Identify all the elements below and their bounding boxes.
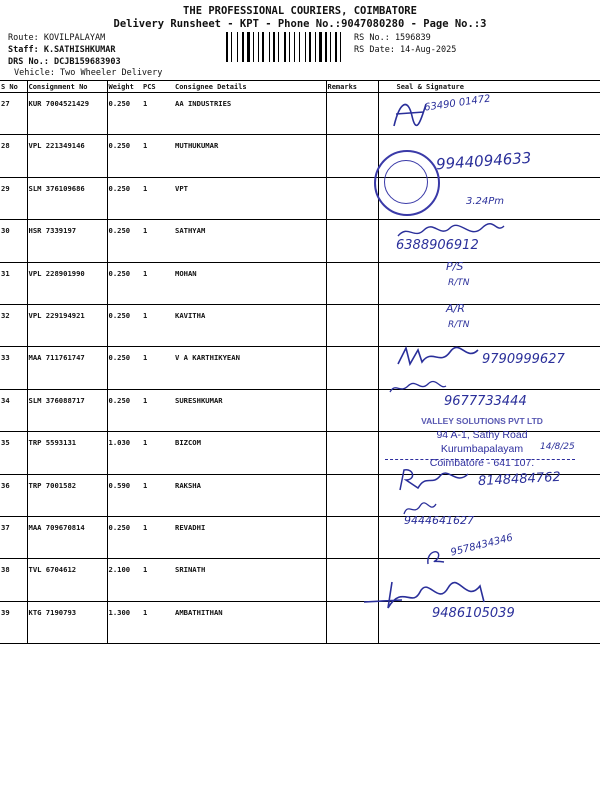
- cell-consignment: MAA 711761747: [27, 347, 107, 389]
- col-pcs: PCS: [142, 81, 174, 93]
- cell-weight: 0.250: [107, 347, 142, 389]
- handwriting-35-date: 14/8/25: [540, 442, 575, 452]
- col-consignee: Consignee Details: [174, 81, 326, 93]
- signature-34: [388, 380, 448, 396]
- stamp-line-2: 94 A-1, Sathy Road: [436, 429, 528, 441]
- cell-consignment: VPL 228901990: [27, 262, 107, 304]
- col-sno: S No: [0, 81, 27, 93]
- cell-weight: 0.250: [107, 262, 142, 304]
- stamp-divider: [385, 459, 575, 460]
- cell-consignee: SRINATH: [174, 559, 326, 601]
- round-seal-stamp: [374, 150, 440, 216]
- cell-sno: 29: [0, 177, 27, 219]
- handwriting-34: 9677733444: [444, 394, 527, 409]
- cell-remarks: [326, 262, 378, 304]
- handwriting-31a: P/S: [446, 260, 464, 273]
- cell-consignment: VPL 229194921: [27, 304, 107, 346]
- cell-weight: 0.590: [107, 474, 142, 516]
- stamp-line-1: VALLEY SOLUTIONS PVT LTD: [421, 416, 543, 426]
- cell-consignment: SLM 376109686: [27, 177, 107, 219]
- cell-consignee: AA INDUSTRIES: [174, 93, 326, 135]
- stamp-line-3: Kurumbapalayam: [440, 443, 524, 455]
- cell-pcs: 1: [142, 389, 174, 431]
- cell-sno: 32: [0, 304, 27, 346]
- company-title: THE PROFESSIONAL COURIERS, COIMBATORE: [183, 5, 417, 17]
- col-weight: Weight: [107, 81, 142, 93]
- cell-pcs: 1: [142, 347, 174, 389]
- handwriting-38: 9578434346: [449, 532, 515, 559]
- cell-consignee: REVADHI: [174, 516, 326, 558]
- cell-sno: 37: [0, 516, 27, 558]
- cell-remarks: [326, 347, 378, 389]
- handwriting-27: 63490 01472: [423, 93, 492, 114]
- cell-remarks: [326, 93, 378, 135]
- cell-pcs: 1: [142, 177, 174, 219]
- cell-seal: [378, 304, 600, 346]
- table-row: [0, 93, 600, 135]
- handwriting-31b: R/TN: [448, 278, 470, 288]
- cell-weight: 0.250: [107, 516, 142, 558]
- signature-36: [396, 466, 472, 494]
- cell-remarks: [326, 516, 378, 558]
- signature-38: [424, 546, 448, 568]
- vehicle-label: Vehicle: Two Wheeler Delivery: [14, 68, 163, 78]
- cell-consignment: TRP 7001582: [27, 474, 107, 516]
- cell-weight: 2.100: [107, 559, 142, 601]
- cell-sno: 30: [0, 220, 27, 262]
- cell-pcs: 1: [142, 516, 174, 558]
- cell-sno: 35: [0, 432, 27, 474]
- col-consignment: Consignment No: [27, 81, 107, 93]
- route-label: Route: KOVILPALAYAM: [8, 33, 106, 43]
- cell-pcs: 1: [142, 474, 174, 516]
- cell-consignee: VPT: [174, 177, 326, 219]
- cell-consignment: VPL 221349146: [27, 135, 107, 177]
- table-row: [0, 304, 600, 346]
- cell-sno: 31: [0, 262, 27, 304]
- cell-weight: 0.250: [107, 93, 142, 135]
- handwriting-29-time: 3.24Pm: [466, 196, 505, 207]
- handwriting-39: 9486105039: [432, 606, 515, 621]
- cell-remarks: [326, 177, 378, 219]
- runsheet-title: Delivery Runsheet - KPT - Phone No.:9047080280 - Page No.:3: [113, 18, 487, 30]
- cell-sno: 27: [0, 93, 27, 135]
- cell-weight: 0.250: [107, 304, 142, 346]
- cell-remarks: [326, 220, 378, 262]
- cell-consignee: SURESHKUMAR: [174, 389, 326, 431]
- handwriting-32b: R/TN: [448, 320, 470, 330]
- drs-label: DRS No.: DCJB159683903: [8, 57, 121, 67]
- cell-remarks: [326, 304, 378, 346]
- cell-consignment: TVL 6704612: [27, 559, 107, 601]
- cell-consignee: V A KARTHIKYEAN: [174, 347, 326, 389]
- cell-consignee: MOHAN: [174, 262, 326, 304]
- cell-consignment: TRP 5593131: [27, 432, 107, 474]
- cell-weight: 1.030: [107, 432, 142, 474]
- cell-consignee: BIZCOM: [174, 432, 326, 474]
- handwriting-28: 9944094633: [435, 148, 532, 174]
- cell-remarks: [326, 135, 378, 177]
- cell-consignee: KAVITHA: [174, 304, 326, 346]
- cell-sno: 28: [0, 135, 27, 177]
- stamp-line-4: Coimbatore - 641 107.: [429, 457, 535, 469]
- cell-consignment: KUR 7004521429: [27, 93, 107, 135]
- cell-pcs: 1: [142, 93, 174, 135]
- cell-consignee: AMBATHITHAN: [174, 601, 326, 643]
- cell-sno: 33: [0, 347, 27, 389]
- col-seal-signature: Seal & Signature: [378, 81, 600, 93]
- cell-pcs: 1: [142, 135, 174, 177]
- col-remarks: Remarks: [326, 81, 378, 93]
- cell-weight: 0.250: [107, 135, 142, 177]
- cell-weight: 0.250: [107, 389, 142, 431]
- cell-consignee: RAKSHA: [174, 474, 326, 516]
- cell-pcs: 1: [142, 601, 174, 643]
- cell-pcs: 1: [142, 220, 174, 262]
- staff-label: Staff: K.SATHISHKUMAR: [8, 45, 116, 55]
- cell-remarks: [326, 389, 378, 431]
- cell-pcs: 1: [142, 432, 174, 474]
- cell-sno: 34: [0, 389, 27, 431]
- cell-remarks: [326, 432, 378, 474]
- cell-consignee: MUTHUKUMAR: [174, 135, 326, 177]
- cell-seal: [378, 262, 600, 304]
- table-header-row: [0, 81, 600, 93]
- handwriting-33: 9790999627: [482, 352, 565, 367]
- handwriting-32a: A/R: [446, 302, 465, 315]
- cell-consignment: KTG 7190793: [27, 601, 107, 643]
- table-row: [0, 262, 600, 304]
- barcode: [226, 32, 350, 62]
- table-row: [0, 220, 600, 262]
- cell-weight: 1.300: [107, 601, 142, 643]
- table-row: [0, 177, 600, 219]
- handwriting-30: 6388906912: [396, 238, 479, 253]
- cell-weight: 0.250: [107, 220, 142, 262]
- cell-pcs: 1: [142, 304, 174, 346]
- handwriting-36: 8148484762: [477, 469, 562, 490]
- cell-remarks: [326, 474, 378, 516]
- rs-date: RS Date: 14-Aug-2025: [354, 45, 457, 55]
- handwriting-37: 9444641627: [404, 514, 474, 527]
- rs-number: RS No.: 1596839: [354, 33, 431, 43]
- cell-pcs: 1: [142, 559, 174, 601]
- signature-27: [390, 96, 430, 130]
- cell-pcs: 1: [142, 262, 174, 304]
- signature-33: [396, 344, 480, 370]
- cell-sno: 39: [0, 601, 27, 643]
- cell-sno: 36: [0, 474, 27, 516]
- cell-sno: 38: [0, 559, 27, 601]
- cell-weight: 0.250: [107, 177, 142, 219]
- cell-consignment: HSR 7339197: [27, 220, 107, 262]
- cell-consignment: SLM 376088717: [27, 389, 107, 431]
- cell-consignment: MAA 709670814: [27, 516, 107, 558]
- cell-consignee: SATHYAM: [174, 220, 326, 262]
